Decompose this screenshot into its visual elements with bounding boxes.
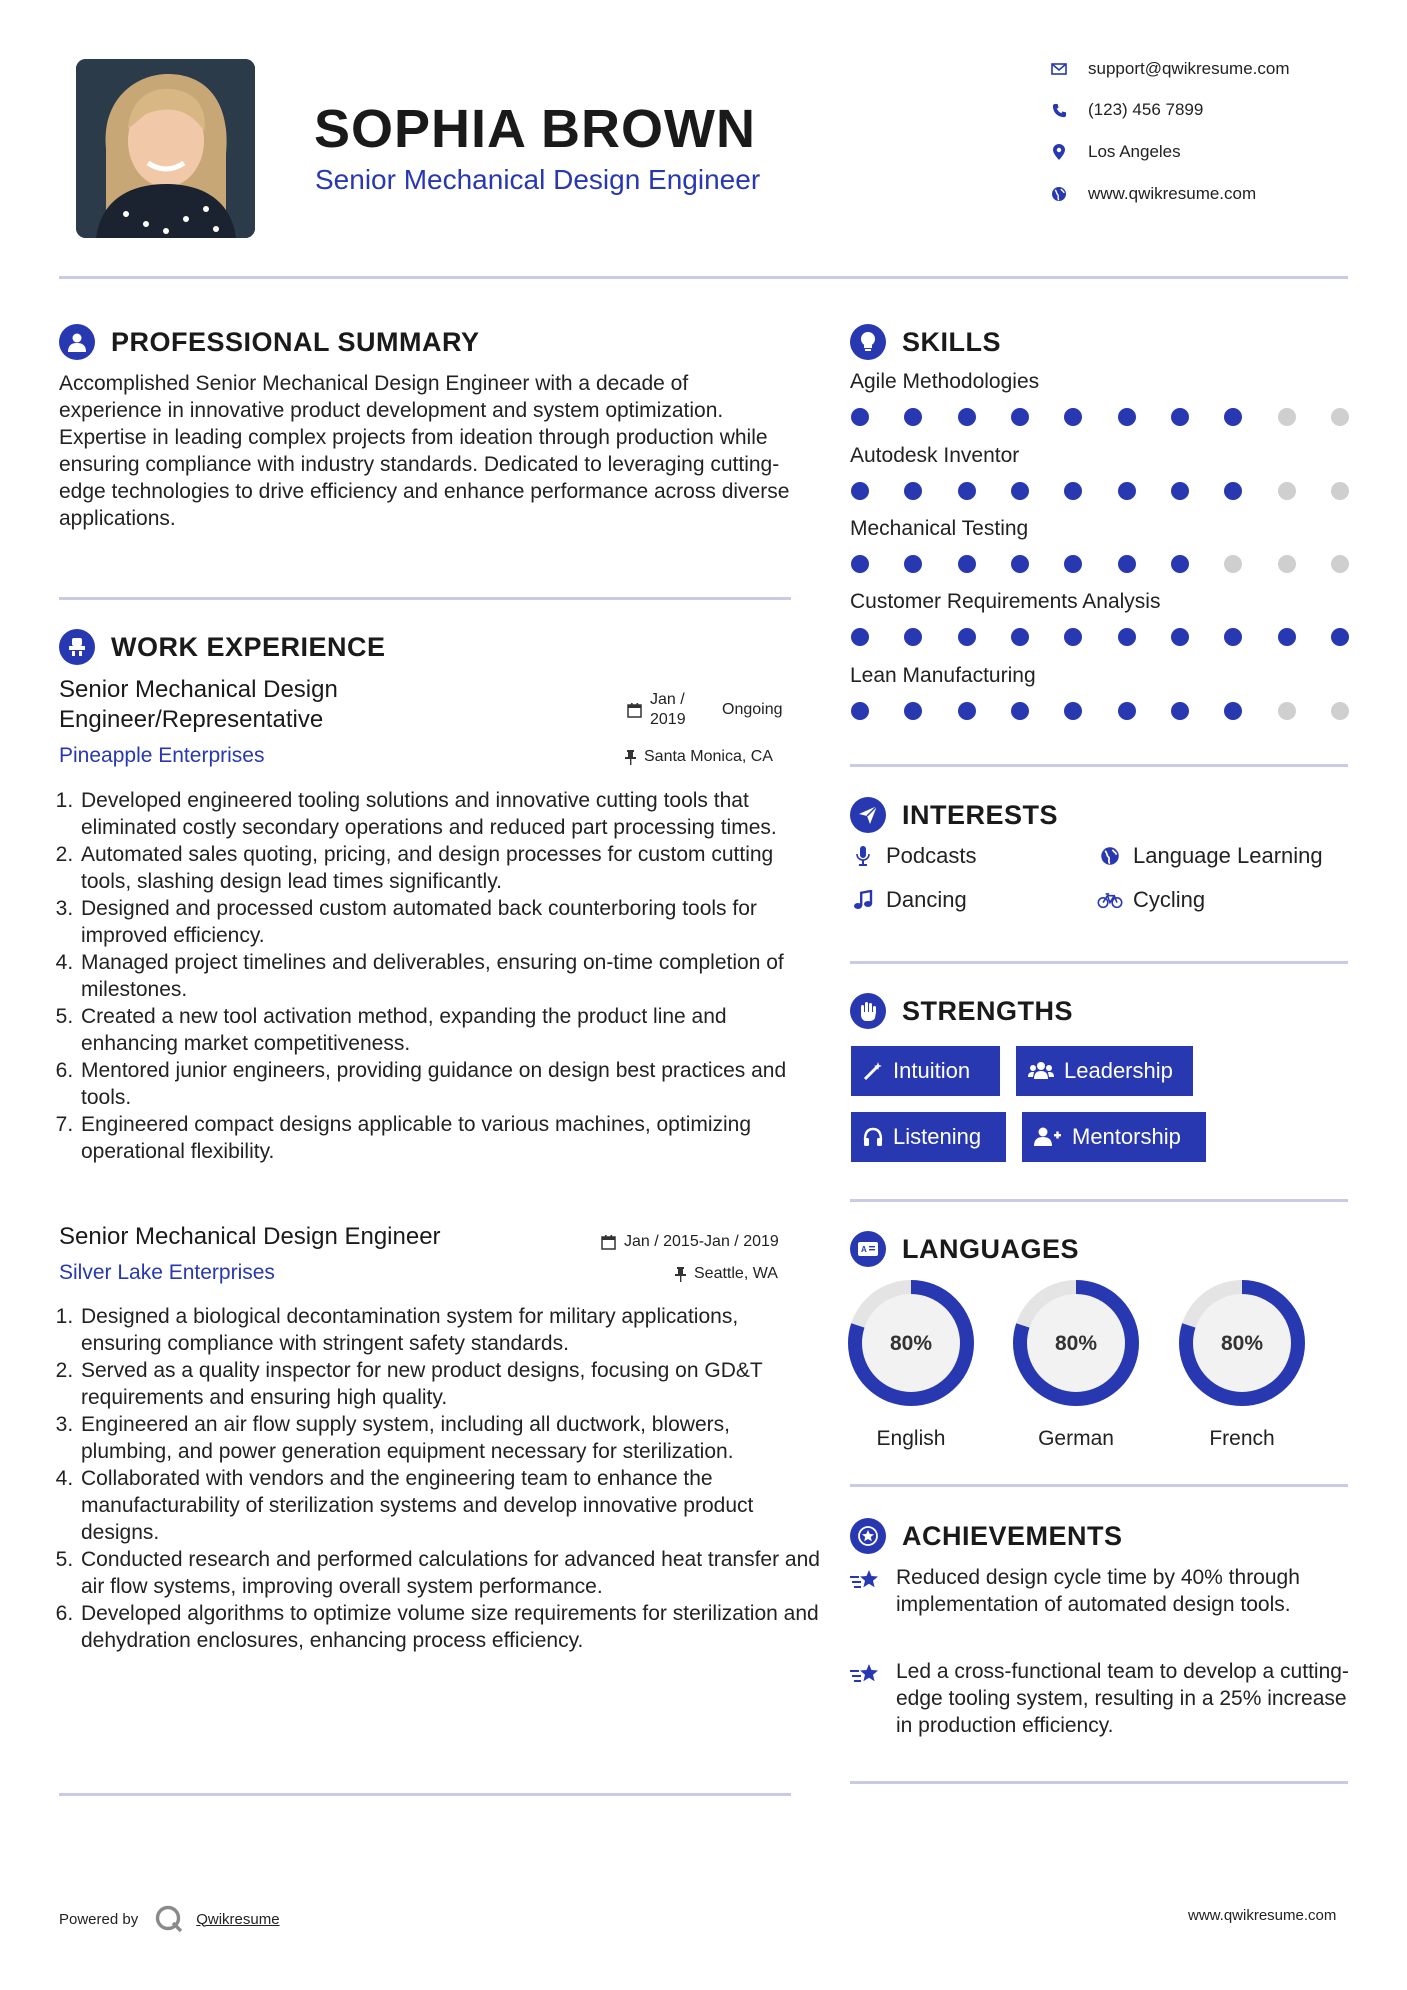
contact-phone[interactable]	[1050, 98, 1203, 122]
rating-dot-filled	[1011, 702, 1029, 720]
task-item: 2. Automated sales quoting, pricing, and design processes for custom cutting tools, slashing design lead times significantly.	[79, 841, 824, 895]
calendar-icon	[627, 703, 642, 718]
language-card-icon	[850, 1231, 886, 1267]
interests-title: INTERESTS	[902, 799, 1059, 830]
powered-by-label: Powered by	[59, 1910, 139, 1928]
skill-name: Agile Methodologies	[850, 370, 1040, 393]
rating-dot-filled	[958, 482, 976, 500]
rating-dot-filled	[1224, 482, 1242, 500]
skill-rating	[851, 555, 1349, 573]
rating-dot-filled	[1011, 555, 1029, 573]
strength-tag	[1022, 1112, 1206, 1162]
rating-dot-filled	[1064, 628, 1082, 646]
job-2-title: Senior Mechanical Design Engineer	[59, 1223, 441, 1250]
achievements-title: ACHIEVEMENTS	[902, 1520, 1123, 1551]
job-2-location-text: Seattle, WA	[694, 1265, 778, 1282]
profile-photo	[76, 59, 255, 238]
summary-heading	[59, 322, 480, 362]
rating-dot-filled	[1011, 408, 1029, 426]
rating-dot-filled	[1118, 702, 1136, 720]
rating-dot-filled	[1171, 482, 1189, 500]
rating-dot-filled	[1278, 628, 1296, 646]
job-2-location	[675, 1265, 778, 1283]
rating-dot-filled	[851, 702, 869, 720]
lightbulb-icon	[850, 324, 886, 360]
rating-dot-filled	[1118, 555, 1136, 573]
task-item: 4. Collaborated with vendors and the engineering team to enhance the manufacturability of sterilization systems and develop innovative product designs.	[79, 1465, 824, 1546]
rating-dot-filled	[1171, 628, 1189, 646]
language-item	[846, 1278, 976, 1451]
globe-icon	[1050, 185, 1068, 203]
skill-name: Mechanical Testing	[850, 517, 1029, 540]
rating-dot-filled	[958, 628, 976, 646]
job-1-tasks	[53, 787, 824, 1165]
job-1-location-text: Santa Monica, CA	[644, 748, 773, 765]
skills-title: SKILLS	[902, 326, 1002, 357]
bicycle-icon	[1097, 890, 1123, 910]
rating-dot-filled	[958, 555, 976, 573]
interest-label: Cycling	[1133, 887, 1206, 912]
rating-dot-filled	[1064, 482, 1082, 500]
language-name: German	[1038, 1427, 1114, 1450]
language-name: French	[1209, 1427, 1275, 1450]
task-item: 5. Created a new tool activation method, expanding the product line and enhancing market competitiveness.	[79, 1003, 824, 1057]
language-percent: 80%	[1054, 1332, 1098, 1355]
job-2-tasks	[53, 1303, 824, 1654]
task-item: 3. Engineered an air flow supply system, including all ductwork, blowers, plumbing, and power generation equipment necessary for sterilization.	[79, 1411, 824, 1465]
skill-name: Customer Requirements Analysis	[850, 590, 1161, 613]
user-icon	[59, 324, 95, 360]
task-item: 6. Mentored junior engineers, providing guidance on design best practices and tools.	[79, 1057, 824, 1111]
rating-dot-empty	[1331, 702, 1349, 720]
rating-dot-filled	[904, 555, 922, 573]
achievement-text: Led a cross-functional team to develop a cutting-edge tooling system, resulting in a 25% increase in production efficiency.	[896, 1660, 1349, 1737]
skill-rating	[851, 408, 1349, 426]
language-progress-ring	[1011, 1278, 1141, 1408]
pin-icon	[675, 1267, 686, 1282]
rating-dot-empty	[1278, 555, 1296, 573]
interest-label: Podcasts	[886, 843, 977, 868]
footer-brand-link[interactable]: Qwikresume	[196, 1910, 280, 1928]
job-1-start: Jan / 2019	[650, 691, 686, 728]
language-item	[1177, 1278, 1307, 1451]
globe-icon	[1097, 846, 1123, 866]
strength-tag	[851, 1046, 1000, 1096]
rating-dot-filled	[1118, 408, 1136, 426]
briefcase-icon	[59, 629, 95, 665]
rating-dot-filled	[904, 482, 922, 500]
phone-icon	[1050, 101, 1068, 119]
rating-dot-empty	[1278, 482, 1296, 500]
rating-dot-empty	[1331, 408, 1349, 426]
strength-label: Listening	[893, 1124, 982, 1149]
rating-dot-filled	[958, 408, 976, 426]
shooting-star-icon	[850, 1564, 884, 1618]
rating-dot-empty	[1331, 482, 1349, 500]
strength-tag	[851, 1112, 1006, 1162]
task-item: 1. Designed a biological decontamination system for military applications, ensuring compliance with stringent safety standards.	[79, 1303, 824, 1357]
header-divider	[59, 276, 1348, 279]
interests-divider	[850, 961, 1348, 964]
task-item: 2. Served as a quality inspector for new product designs, focusing on GD&T requirements and ensuring high quality.	[79, 1357, 824, 1411]
experience-divider	[59, 1793, 791, 1796]
interest-item	[1097, 887, 1205, 913]
rating-dot-filled	[1064, 702, 1082, 720]
language-percent: 80%	[889, 1332, 933, 1355]
microphone-icon	[850, 846, 876, 866]
magic-wand-icon	[863, 1061, 883, 1081]
pin-icon	[625, 750, 636, 765]
achievements-divider	[850, 1781, 1348, 1784]
rating-dot-filled	[1224, 702, 1242, 720]
rating-dot-filled	[851, 628, 869, 646]
skills-divider	[850, 764, 1348, 767]
footer-url[interactable]: www.qwikresume.com	[1188, 1907, 1337, 1924]
paper-plane-icon	[850, 797, 886, 833]
language-progress-ring	[1177, 1278, 1307, 1408]
achievements-heading	[850, 1516, 1123, 1556]
contact-email[interactable]	[1050, 57, 1290, 81]
rating-dot-empty	[1331, 555, 1349, 573]
interest-label: Language Learning	[1133, 843, 1323, 868]
experience-heading	[59, 627, 386, 667]
hand-icon	[850, 993, 886, 1029]
rating-dot-filled	[1064, 555, 1082, 573]
job-1-end: Ongoing	[722, 701, 783, 718]
calendar-icon	[601, 1235, 616, 1250]
job-1-dates	[627, 690, 786, 730]
svg-text:A: A	[861, 1245, 867, 1254]
strength-tag	[1016, 1046, 1193, 1096]
rating-dot-filled	[1064, 408, 1082, 426]
languages-divider	[850, 1484, 1348, 1487]
languages-title: LANGUAGES	[902, 1233, 1080, 1264]
task-item: 3. Designed and processed custom automated back counterboring tools for improved efficiency.	[79, 895, 824, 949]
summary-text: Accomplished Senior Mechanical Design Engineer with a decade of experience in innovative product development and system optimization. Expertise in leading complex projects from ideation through production while ensuring compliance with industry standards. Dedicated to leveraging cutting-edge technologies to drive efficiency and enhance performance across diverse applications.	[59, 372, 790, 530]
contact-website[interactable]	[1050, 182, 1256, 206]
shooting-star-icon	[850, 1658, 884, 1739]
strength-label: Intuition	[893, 1058, 971, 1083]
language-progress-ring	[846, 1278, 976, 1408]
skill-name: Autodesk Inventor	[850, 444, 1020, 467]
footer-powered-by	[59, 1904, 280, 1934]
rating-dot-filled	[1171, 702, 1189, 720]
rating-dot-filled	[1224, 628, 1242, 646]
rating-dot-filled	[1331, 628, 1349, 646]
rating-dot-filled	[1224, 408, 1242, 426]
user-plus-icon	[1034, 1127, 1062, 1147]
achievement-item	[850, 1658, 1350, 1739]
job-1-location	[625, 748, 773, 766]
rating-dot-empty	[1278, 408, 1296, 426]
interest-item	[850, 887, 967, 913]
rating-dot-empty	[1278, 702, 1296, 720]
contact-phone-text: (123) 456 7899	[1088, 100, 1204, 119]
rating-dot-filled	[958, 702, 976, 720]
skill-rating	[851, 482, 1349, 500]
rating-dot-filled	[851, 482, 869, 500]
rating-dot-filled	[1011, 628, 1029, 646]
candidate-title: Senior Mechanical Design Engineer	[315, 164, 761, 195]
task-item: 7. Engineered compact designs applicable to various machines, optimizing operational flexibility.	[79, 1111, 824, 1165]
rating-dot-filled	[904, 702, 922, 720]
music-note-icon	[850, 890, 876, 910]
rating-dot-filled	[1171, 555, 1189, 573]
rating-dot-filled	[904, 628, 922, 646]
qwikresume-logo-icon	[154, 1904, 184, 1934]
users-icon	[1028, 1061, 1054, 1081]
job-1-title: Senior Mechanical Design Engineer/Representative	[59, 676, 338, 733]
language-name: English	[876, 1427, 946, 1450]
rating-dot-filled	[1118, 628, 1136, 646]
rating-dot-empty	[1224, 555, 1242, 573]
language-percent: 80%	[1220, 1332, 1264, 1355]
rating-dot-filled	[904, 408, 922, 426]
rating-dot-filled	[1011, 482, 1029, 500]
headphones-icon	[863, 1127, 883, 1147]
interest-item	[1097, 843, 1323, 869]
interests-heading	[850, 795, 1058, 835]
strengths-divider	[850, 1199, 1348, 1202]
skill-rating	[851, 628, 1349, 646]
experience-title: WORK EXPERIENCE	[111, 631, 386, 662]
task-item: 4. Managed project timelines and deliverables, ensuring on-time completion of milestones.	[79, 949, 824, 1003]
task-item: 6. Developed algorithms to optimize volume size requirements for sterilization and dehydration enclosures, enhancing process efficiency.	[79, 1600, 824, 1654]
task-item: 5. Conducted research and performed calculations for advanced heat transfer and air flow systems, improving overall system performance.	[79, 1546, 824, 1600]
contact-email-text: support@qwikresume.com	[1088, 59, 1290, 78]
skill-rating	[851, 702, 1349, 720]
strengths-heading	[850, 991, 1073, 1031]
contact-location-text: Los Angeles	[1088, 142, 1181, 161]
task-item: 1. Developed engineered tooling solutions and innovative cutting tools that eliminated costly secondary operations and reduced part processing times.	[79, 787, 824, 841]
skill-name: Lean Manufacturing	[850, 664, 1036, 687]
languages-heading	[850, 1229, 1079, 1269]
map-marker-icon	[1050, 143, 1068, 161]
job-1-company: Pineapple Enterprises	[59, 744, 265, 767]
strength-label: Leadership	[1064, 1058, 1173, 1083]
achievement-text: Reduced design cycle time by 40% through implementation of automated design tools.	[896, 1566, 1300, 1616]
strength-label: Mentorship	[1072, 1124, 1181, 1149]
rating-dot-filled	[851, 555, 869, 573]
interest-label: Dancing	[886, 887, 967, 912]
language-item	[1011, 1278, 1141, 1451]
rating-dot-filled	[851, 408, 869, 426]
contact-website-text: www.qwikresume.com	[1088, 184, 1257, 203]
job-2-dates	[601, 1233, 779, 1251]
summary-divider	[59, 597, 791, 600]
strengths-title: STRENGTHS	[902, 995, 1074, 1026]
skills-heading	[850, 322, 1001, 362]
interest-item	[850, 843, 977, 869]
achievement-item	[850, 1564, 1350, 1618]
summary-title: PROFESSIONAL SUMMARY	[111, 326, 480, 357]
candidate-name: SOPHIA BROWN	[314, 99, 756, 159]
envelope-icon	[1050, 60, 1068, 78]
rating-dot-filled	[1118, 482, 1136, 500]
star-badge-icon	[850, 1518, 886, 1554]
rating-dot-filled	[1171, 408, 1189, 426]
job-2-dates-text: Jan / 2015-Jan / 2019	[624, 1233, 779, 1250]
contact-location	[1050, 140, 1181, 164]
job-2-company: Silver Lake Enterprises	[59, 1261, 275, 1284]
